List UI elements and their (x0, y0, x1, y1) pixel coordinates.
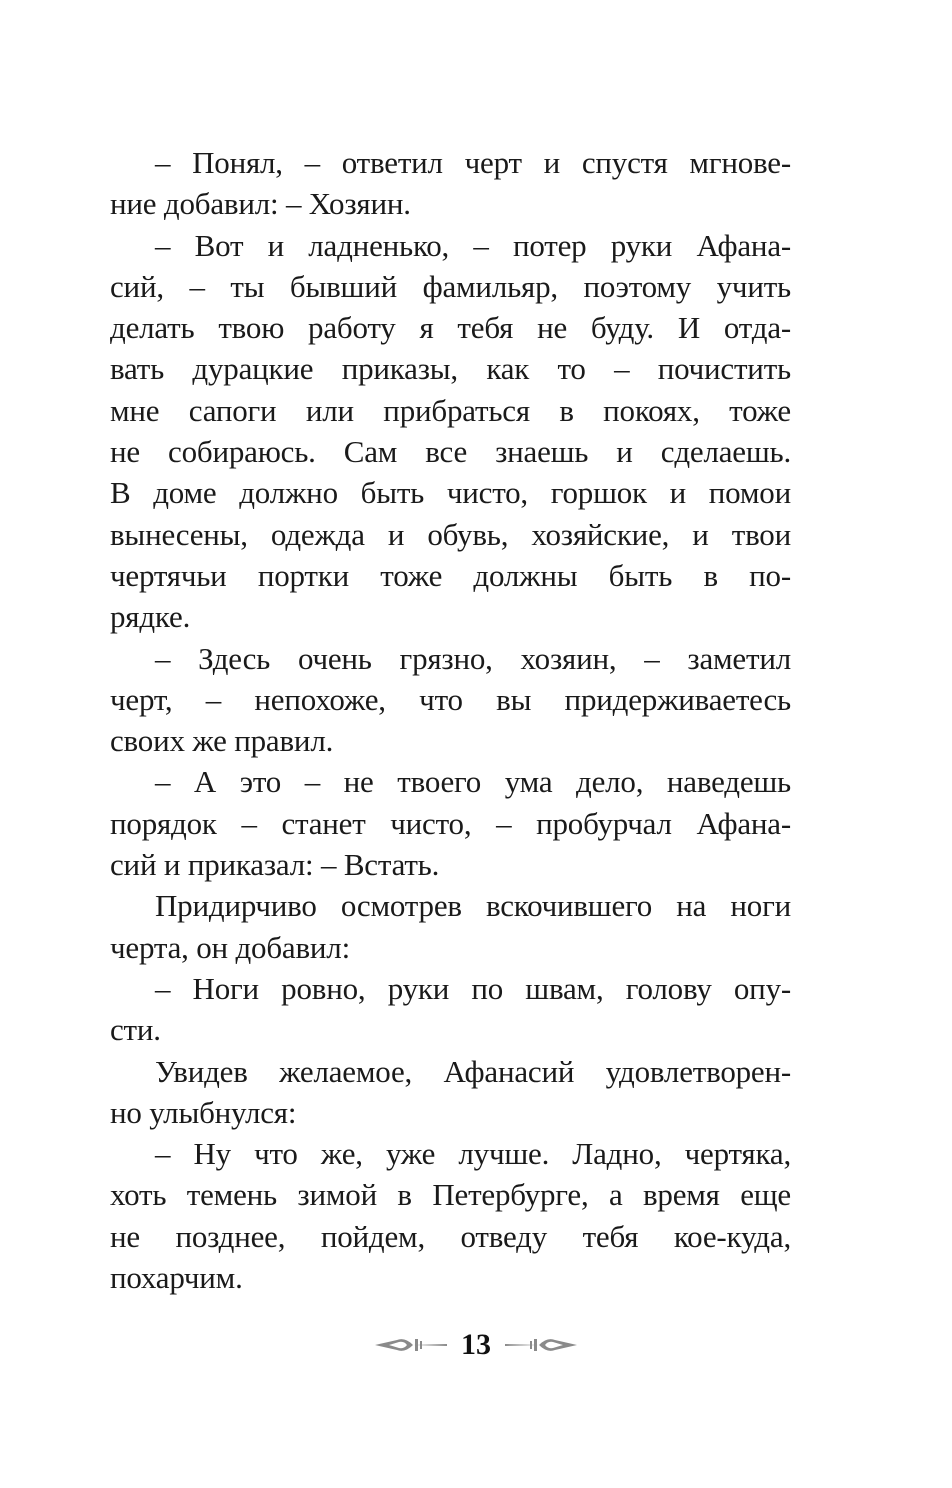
text-line: рядке. (110, 599, 191, 635)
text-line: В доме должно быть чисто, горшок и помои (110, 475, 791, 511)
text-line: но улыбнулся: (110, 1094, 297, 1130)
text-line: вать дурацкие приказы, как то – почистить (110, 351, 791, 387)
text-line: сий и приказал: – Встать. (110, 847, 440, 883)
text-line: похарчим. (110, 1260, 243, 1296)
text-line: черт, – непохоже, что вы придерживаетесь (110, 681, 791, 717)
page-folio (0, 1328, 952, 1362)
text-line: – Вот и ладненько, – потер руки Афана- (155, 227, 791, 263)
ornament-right-icon (505, 1337, 577, 1353)
text-line: делать твою работу я тебя не буду. И отда- (110, 310, 791, 346)
text-line: чертячьи портки тоже должны быть в по- (110, 557, 791, 593)
page-body-text (110, 142, 791, 1298)
text-line: своих же правил. (110, 723, 334, 759)
text-line: – Ну что же, уже лучше. Ладно, чертяка, (155, 1136, 791, 1172)
text-line: хоть темень зимой в Петербурге, а время еще (110, 1177, 791, 1213)
text-line: Придирчиво осмотрев вскочившего на ноги (155, 888, 791, 924)
text-line: – А это – не твоего ума дело, наведешь (155, 764, 791, 800)
text-line: сий, – ты бывший фамильяр, поэтому учить (110, 268, 791, 304)
text-line: не позднее, пойдем, отведу тебя кое-куда, (110, 1218, 791, 1254)
text-line: вынесены, одежда и обувь, хозяйские, и твои (110, 516, 791, 552)
text-line: черта, он добавил: (110, 929, 350, 965)
text-line: порядок – станет чисто, – пробурчал Афана- (110, 805, 791, 841)
text-line: мне сапоги или прибраться в покоях, тоже (110, 392, 791, 428)
text-line: сти. (110, 1012, 161, 1048)
text-line: – Ноги ровно, руки по швам, голову опу- (155, 970, 791, 1006)
text-line: Увидев желаемое, Афанасий удовлетворен- (155, 1053, 791, 1089)
page-number: 13 (461, 1328, 491, 1361)
ornament-left-icon (375, 1337, 447, 1353)
text-line: – Здесь очень грязно, хозяин, – заметил (155, 640, 791, 676)
text-line: не собираюсь. Сам все знаешь и сделаешь. (110, 434, 791, 470)
text-line: – Понял, – ответил черт и спустя мгнове- (155, 145, 791, 180)
text-line: ние добавил: – Хозяин. (110, 186, 411, 222)
